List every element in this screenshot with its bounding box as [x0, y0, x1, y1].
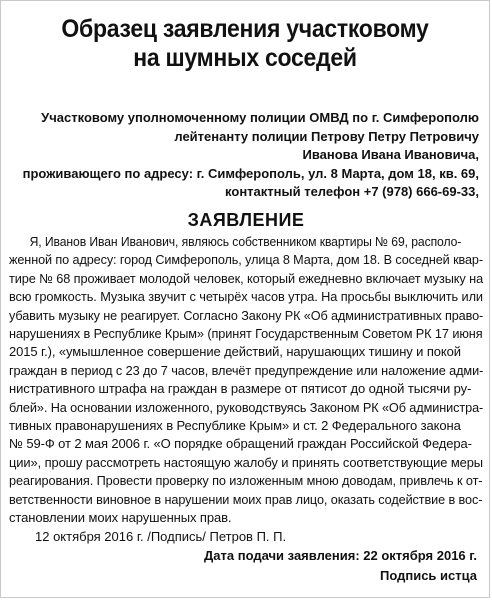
addressee-line: проживающего по адресу: г. Симферополь, ул. 8 Марта, дом 18, кв. 69, [22, 165, 479, 181]
statement-heading: ЗАЯВЛЕНИЕ [187, 210, 305, 230]
document-title [21, 15, 470, 73]
body-line: ветственности виновное в нарушении моих прав лицо, оказать содействие в вос- [9, 491, 483, 507]
addressee-line: Участковому уполномоченному полиции ОМВД по г. Симферополю [41, 110, 479, 125]
body-line: граждан в период с 23 до 7 часов, влечёт предупреждение или наложение адми- [9, 362, 484, 378]
body-line: тивных правонарушениях в Республике Крым» и ст. 2 Федерального закона [9, 418, 461, 434]
addressee-line: Иванова Ивана Ивановича, [302, 147, 479, 163]
body-line: № 59-Ф от 2 мая 2006 г. «О порядке обращений граждан Российской Федера- [9, 436, 472, 452]
body-line: ции», прошу рассмотреть настоящую жалобу и принять соответствующие меры [9, 454, 483, 470]
addressee-block [9, 109, 479, 202]
body-line: блей». На основании изложенного, руководствуясь Законом РК «Об администра- [9, 399, 484, 415]
sign-date-line: 12 октября 2016 г. /Подпись/ Петров П. П. [35, 529, 287, 544]
body-line: Я, Иванов Иван Иванович, являюсь собственником квартиры № 69, располо- [29, 234, 462, 249]
body-line: всю громкость. Музыка звучит с четырёх часов утра. На просьбы выключить или [9, 289, 483, 305]
title-line-1: Образец заявления участковому [61, 15, 429, 43]
body-line: становлении моих нарушенных прав. [9, 510, 232, 526]
body-line: женной по адресу: город Симферополь, улица 8 Марта, дом 18. В соседней квар- [9, 252, 483, 268]
statement-body [9, 233, 483, 528]
body-line: убавить музыку не реагирует. Согласно Закону РК «Об административных право- [9, 307, 484, 323]
body-line: нарушениях в Республике Крым» (принят Государственным Советом РК 17 июня [9, 326, 483, 342]
title-line-2: на шумных соседей [133, 44, 357, 72]
body-line: 2015 г.), «умышленное совершение действий, нарушающих тишину и покой [9, 344, 461, 360]
addressee-line: лейтенанту полиции Петрову Петру Петровичу [174, 128, 479, 144]
body-line: нистративного штрафа на граждан в размере от пятисот до одной тысячи ру- [9, 381, 472, 397]
plaintiff-signature: Подпись истца [379, 568, 477, 583]
addressee-line: контактный телефон +7 (978) 666-69-33, [225, 184, 479, 200]
body-line: реагирования. Провести проверку по изложенным мною доводам, привлечь к от- [9, 473, 483, 489]
filing-date: Дата подачи заявления: 22 октября 2016 г. [204, 548, 477, 563]
body-line: тире № 68 проживает молодой человек, который ежедневно включает музыку на [9, 270, 484, 286]
